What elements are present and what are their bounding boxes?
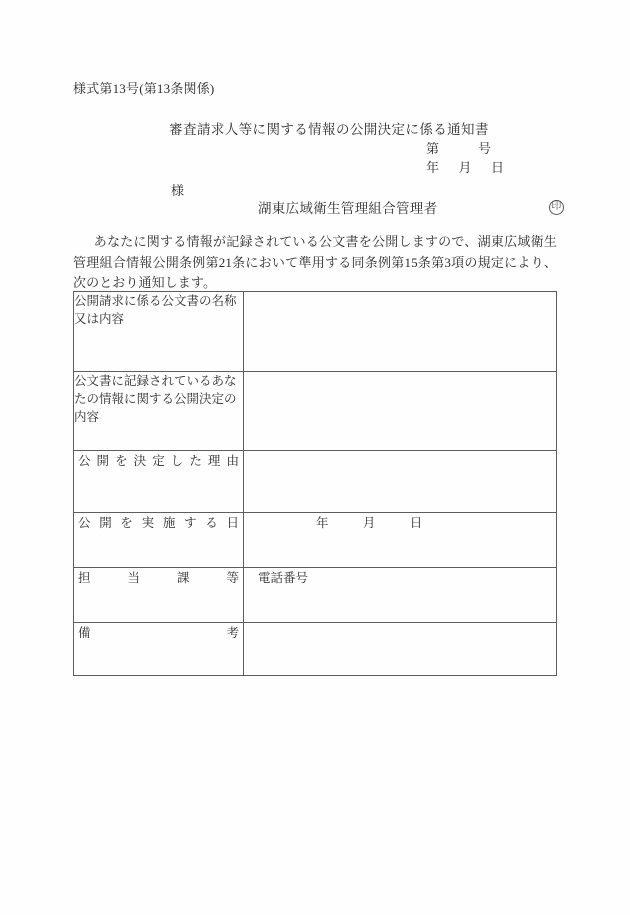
row-label-text: 公文書に記録されているあなたの情報に関する公開決定の内容 bbox=[74, 374, 237, 424]
row-value-remarks[interactable] bbox=[244, 623, 557, 676]
notification-details-table bbox=[73, 291, 557, 676]
issuer-name: 湖東広域衛生管理組合管理者 bbox=[258, 201, 438, 216]
row-label-document-name bbox=[74, 292, 244, 372]
addressee-honorific: 様 bbox=[171, 183, 185, 198]
date-slot-text: 年 月 日 bbox=[316, 516, 423, 530]
table-row bbox=[74, 513, 557, 568]
body-paragraph: あなたに関する情報が記録されている公文書を公開しますので、湖東広域衛生管理組合情報公開条例第21条において準用する同条例第15条第3項の規定により、次のとおり通知します。 bbox=[73, 234, 557, 290]
table-row bbox=[74, 568, 557, 623]
issuer-row bbox=[258, 197, 564, 217]
row-label-disclosure-date bbox=[74, 513, 244, 568]
row-value-reason[interactable] bbox=[244, 451, 557, 513]
row-label-text: 備考 bbox=[78, 626, 239, 640]
row-label-text: 担当課等 bbox=[78, 571, 239, 585]
document-title: 審査請求人等に関する情報の公開決定に係る通知書 bbox=[169, 122, 489, 137]
row-value-disclosure-date[interactable] bbox=[244, 513, 557, 568]
seal-stamp-icon: 印 bbox=[549, 200, 564, 215]
row-label-remarks bbox=[74, 623, 244, 676]
telephone-number-label: 電話番号 bbox=[258, 571, 309, 585]
row-label-department bbox=[74, 568, 244, 623]
row-label-text: 公開請求に係る公文書の名称又は内容 bbox=[74, 294, 237, 326]
table-row bbox=[74, 623, 557, 676]
row-label-reason bbox=[74, 451, 244, 513]
row-label-decision-content bbox=[74, 372, 244, 451]
reference-date-line: 年 月 日 bbox=[426, 160, 505, 175]
table-row bbox=[74, 292, 557, 372]
table-row bbox=[74, 451, 557, 513]
form-number: 様式第13号(第13条関係) bbox=[73, 81, 215, 96]
reference-number-line: 第 号 bbox=[426, 141, 492, 156]
table-row bbox=[74, 372, 557, 451]
row-value-decision-content[interactable] bbox=[244, 372, 557, 451]
row-value-document-name[interactable] bbox=[244, 292, 557, 372]
row-label-text: 公開を決定した理由 bbox=[78, 454, 239, 468]
row-label-text: 公開を実施する日 bbox=[78, 516, 239, 530]
reference-block bbox=[426, 139, 536, 177]
row-value-department[interactable] bbox=[244, 568, 557, 623]
